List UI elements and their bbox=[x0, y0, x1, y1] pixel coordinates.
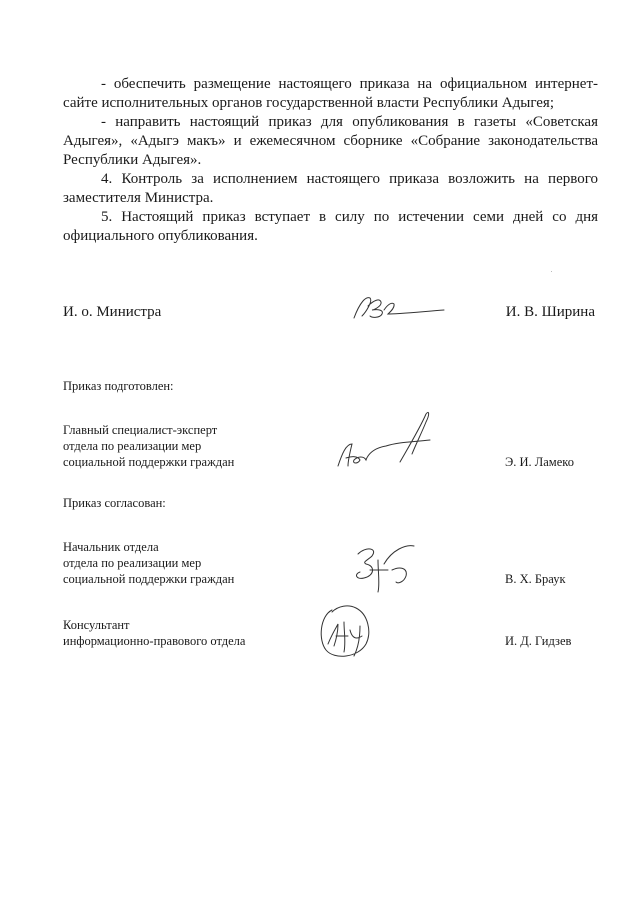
minister-signature bbox=[348, 292, 448, 324]
brauk-signature bbox=[348, 540, 428, 596]
agreed-label: Приказ согласован: bbox=[63, 496, 166, 510]
position-line: Главный специалист-эксперт bbox=[63, 423, 218, 437]
position-line: социальной поддержки граждан bbox=[63, 572, 235, 586]
position-line: отдела по реализации мер bbox=[63, 439, 202, 453]
position-line: социальной поддержки граждан bbox=[63, 455, 235, 469]
paragraph-control: 4. Контроль за исполнением настоящего приказа возложить на первого заместителя Министра. bbox=[63, 171, 598, 206]
position-line: отдела по реализации мер bbox=[63, 556, 202, 570]
position-line: Начальник отдела bbox=[63, 540, 159, 554]
paragraph-publish-newspapers: - направить настоящий приказ для опубликования в газеты «Советская Адыгея», «Адыгэ макъ» и ежемесячном сборнике «Собрание законодательства Республики Адыгея». bbox=[63, 114, 598, 168]
agreed-name-1: В. Х. Браук bbox=[505, 572, 566, 586]
position-line: информационно-правового отдела bbox=[63, 634, 246, 648]
minister-title: И. о. Министра bbox=[63, 304, 162, 320]
paragraph-publish-website: - обеспечить размещение настоящего приказа на официальном интернет-сайте исполнительных органов государственной власти Республики Адыгея; bbox=[63, 76, 598, 111]
paragraph-effective-date: 5. Настоящий приказ вступает в силу по истечении семи дней со дня официального опубликования. bbox=[63, 209, 598, 244]
prepared-position bbox=[63, 422, 363, 470]
agreed-position-1 bbox=[63, 539, 363, 587]
prepared-label: Приказ подготовлен: bbox=[63, 379, 174, 393]
minister-name: И. В. Ширина bbox=[505, 304, 595, 320]
scan-speck bbox=[551, 271, 552, 272]
agreed-name-2: И. Д. Гидзев bbox=[505, 634, 572, 648]
lameko-signature bbox=[330, 408, 440, 472]
prepared-name: Э. И. Ламеко bbox=[505, 455, 574, 469]
position-line: Консультант bbox=[63, 618, 130, 632]
gidzev-signature bbox=[312, 600, 382, 662]
